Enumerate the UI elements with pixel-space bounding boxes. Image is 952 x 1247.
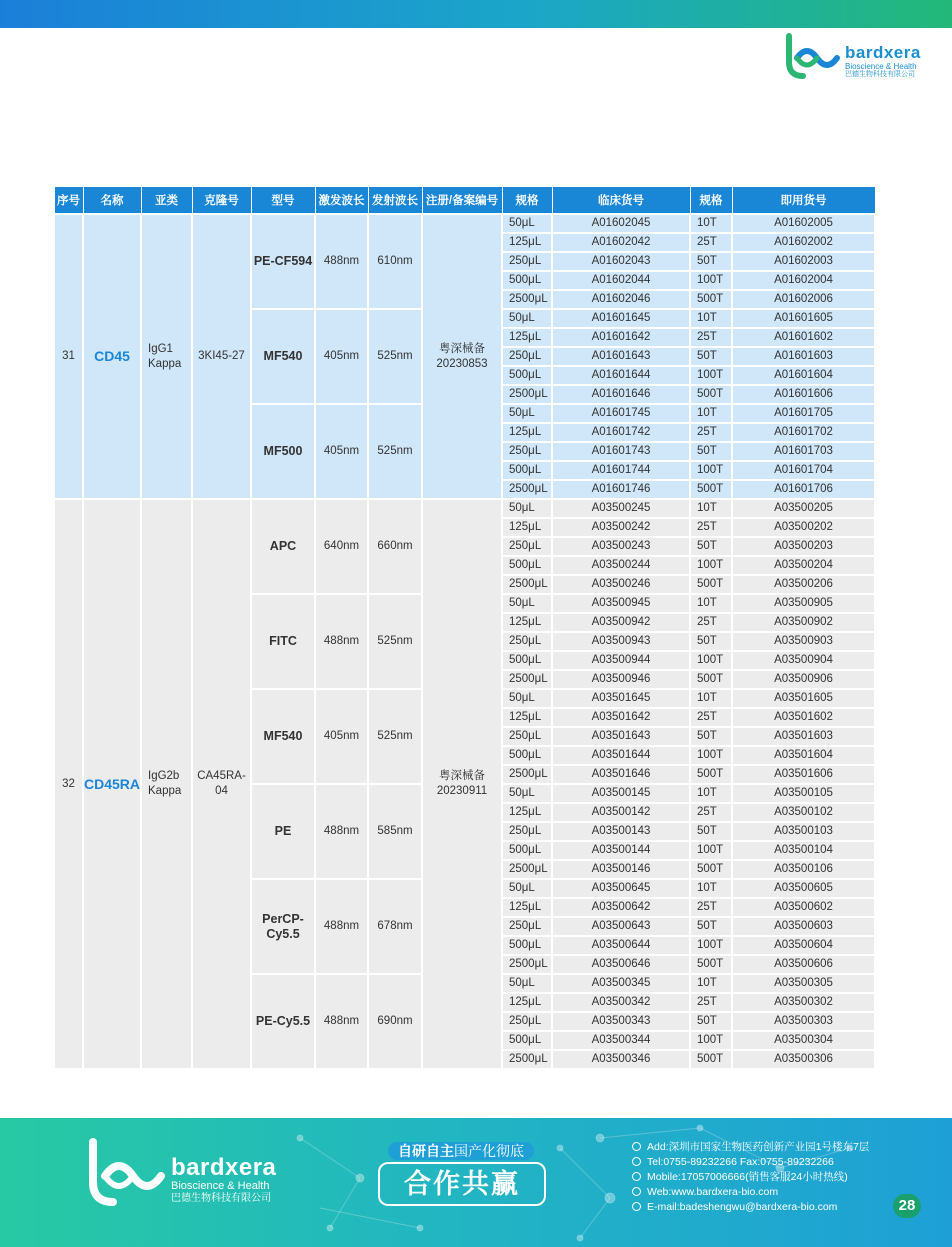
ready-catalog-no: A01601704	[732, 461, 875, 480]
contact-row	[632, 1170, 869, 1185]
ready-catalog-no: A03500903	[732, 632, 875, 651]
ready-catalog-no: A03500306	[732, 1050, 875, 1069]
clinical-spec: 125μL	[502, 233, 552, 252]
clinical-spec: 250μL	[502, 1012, 552, 1031]
ready-spec: 25T	[690, 518, 732, 537]
clinical-spec: 125μL	[502, 993, 552, 1012]
brand-tagline: Bioscience & Health	[845, 62, 917, 71]
clinical-spec: 50μL	[502, 689, 552, 708]
ready-spec: 50T	[690, 537, 732, 556]
slogan-rest: 国产化彻底	[454, 1143, 524, 1159]
ready-spec: 500T	[690, 575, 732, 594]
ready-catalog-no: A03500906	[732, 670, 875, 689]
emission-wavelength: 525nm	[368, 594, 422, 689]
ready-catalog-no: A03500206	[732, 575, 875, 594]
clinical-spec: 50μL	[502, 499, 552, 518]
ready-catalog-no: A01601602	[732, 328, 875, 347]
footer-brand-company: 巴德生物科技有限公司	[171, 1193, 271, 1204]
table-header-row	[54, 187, 875, 215]
product-no: 31	[54, 214, 83, 499]
ready-spec: 100T	[690, 1031, 732, 1050]
ready-spec: 100T	[690, 271, 732, 290]
clinical-spec: 250μL	[502, 727, 552, 746]
brand-logo	[783, 32, 943, 82]
clinical-spec: 2500μL	[502, 860, 552, 879]
registration-number: 粤深械备 20230853	[422, 214, 502, 499]
ready-spec: 50T	[690, 727, 732, 746]
emission-wavelength: 660nm	[368, 499, 422, 594]
ready-catalog-no: A03500204	[732, 556, 875, 575]
ready-spec: 25T	[690, 233, 732, 252]
clinical-spec: 125μL	[502, 423, 552, 442]
clinical-spec: 500μL	[502, 936, 552, 955]
format-model: PE-Cy5.5	[251, 974, 315, 1069]
ready-spec: 100T	[690, 461, 732, 480]
clinical-spec: 125μL	[502, 518, 552, 537]
clinical-catalog-no: A03501642	[552, 708, 690, 727]
clinical-spec: 250μL	[502, 347, 552, 366]
clinical-catalog-no: A01601646	[552, 385, 690, 404]
clinical-catalog-no: A01601743	[552, 442, 690, 461]
column-header: 序号	[54, 187, 83, 215]
table-row	[54, 499, 875, 518]
contact-row	[632, 1155, 869, 1170]
footer-logo-icon	[85, 1138, 169, 1208]
ready-catalog-no: A01601706	[732, 480, 875, 499]
ready-catalog-no: A03500902	[732, 613, 875, 632]
clinical-spec: 125μL	[502, 613, 552, 632]
ready-spec: 500T	[690, 955, 732, 974]
clinical-catalog-no: A03500145	[552, 784, 690, 803]
clinical-catalog-no: A03500642	[552, 898, 690, 917]
contact-text: Tel:0755-89232266 Fax:0755-89232266	[647, 1156, 834, 1168]
ready-spec: 10T	[690, 974, 732, 993]
column-header: 临床货号	[552, 187, 690, 215]
clinical-spec: 2500μL	[502, 955, 552, 974]
product-name: CD45RA	[83, 499, 141, 1069]
clinical-spec: 250μL	[502, 632, 552, 651]
product-subclass: IgG1 Kappa	[141, 214, 192, 499]
column-header: 规格	[690, 187, 732, 215]
clinical-catalog-no: A03501645	[552, 689, 690, 708]
ready-spec: 10T	[690, 689, 732, 708]
ready-catalog-no: A03500105	[732, 784, 875, 803]
clinical-catalog-no: A03500146	[552, 860, 690, 879]
format-model: MF500	[251, 404, 315, 499]
clinical-catalog-no: A03500945	[552, 594, 690, 613]
ready-catalog-no: A03500305	[732, 974, 875, 993]
clinical-catalog-no: A03500244	[552, 556, 690, 575]
clinical-spec: 250μL	[502, 252, 552, 271]
ready-spec: 50T	[690, 442, 732, 461]
format-model: FITC	[251, 594, 315, 689]
footer	[0, 1118, 952, 1247]
brand-company: 巴德生物科技有限公司	[845, 71, 915, 78]
ready-spec: 500T	[690, 385, 732, 404]
ready-spec: 10T	[690, 594, 732, 613]
ready-spec: 500T	[690, 290, 732, 309]
clinical-spec: 500μL	[502, 1031, 552, 1050]
contact-list	[632, 1140, 869, 1215]
clinical-catalog-no: A01601745	[552, 404, 690, 423]
ready-catalog-no: A03500905	[732, 594, 875, 613]
ready-catalog-no: A03500302	[732, 993, 875, 1012]
ready-spec: 100T	[690, 556, 732, 575]
ready-spec: 25T	[690, 803, 732, 822]
clinical-catalog-no: A01601746	[552, 480, 690, 499]
product-name: CD45	[83, 214, 141, 499]
ready-catalog-no: A03500606	[732, 955, 875, 974]
clinical-catalog-no: A03500245	[552, 499, 690, 518]
format-model: MF540	[251, 689, 315, 784]
product-no: 32	[54, 499, 83, 1069]
ready-catalog-no: A01602004	[732, 271, 875, 290]
ready-catalog-no: A03500102	[732, 803, 875, 822]
clinical-catalog-no: A03500143	[552, 822, 690, 841]
ready-spec: 25T	[690, 898, 732, 917]
format-model: PE	[251, 784, 315, 879]
product-clone: 3KI45-27	[192, 214, 251, 499]
format-model: PE-CF594	[251, 214, 315, 309]
contact-row	[632, 1185, 869, 1200]
ready-catalog-no: A03500904	[732, 651, 875, 670]
clinical-spec: 2500μL	[502, 1050, 552, 1069]
clinical-catalog-no: A03500342	[552, 993, 690, 1012]
ready-spec: 100T	[690, 746, 732, 765]
excitation-wavelength: 405nm	[315, 309, 368, 404]
location-icon	[632, 1142, 641, 1151]
emission-wavelength: 525nm	[368, 689, 422, 784]
clinical-spec: 250μL	[502, 917, 552, 936]
ready-spec: 100T	[690, 651, 732, 670]
column-header: 规格	[502, 187, 552, 215]
product-table	[53, 186, 876, 1070]
ready-catalog-no: A03500304	[732, 1031, 875, 1050]
ready-spec: 10T	[690, 214, 732, 233]
clinical-spec: 250μL	[502, 822, 552, 841]
product-subclass: IgG2b Kappa	[141, 499, 192, 1069]
clinical-catalog-no: A03500142	[552, 803, 690, 822]
contact-row	[632, 1200, 869, 1215]
ready-catalog-no: A03500604	[732, 936, 875, 955]
clinical-catalog-no: A01602045	[552, 214, 690, 233]
product-group	[54, 499, 875, 1069]
ready-catalog-no: A03501605	[732, 689, 875, 708]
clinical-spec: 125μL	[502, 898, 552, 917]
clinical-spec: 500μL	[502, 841, 552, 860]
clinical-catalog-no: A03501643	[552, 727, 690, 746]
ready-spec: 10T	[690, 879, 732, 898]
ready-spec: 25T	[690, 613, 732, 632]
slogan-line1	[378, 1140, 544, 1162]
ready-catalog-no: A03500605	[732, 879, 875, 898]
ready-spec: 50T	[690, 252, 732, 271]
clinical-catalog-no: A01601642	[552, 328, 690, 347]
ready-spec: 50T	[690, 1012, 732, 1031]
ready-spec: 500T	[690, 670, 732, 689]
clinical-catalog-no: A03501644	[552, 746, 690, 765]
web-icon	[632, 1187, 641, 1196]
ready-catalog-no: A03500603	[732, 917, 875, 936]
column-header: 克隆号	[192, 187, 251, 215]
column-header: 亚类	[141, 187, 192, 215]
clinical-spec: 500μL	[502, 366, 552, 385]
ready-spec: 500T	[690, 1050, 732, 1069]
ready-catalog-no: A01602006	[732, 290, 875, 309]
emission-wavelength: 610nm	[368, 214, 422, 309]
contact-text: E-mail:badeshengwu@bardxera-bio.com	[647, 1201, 838, 1213]
column-header: 注册/备案编号	[422, 187, 502, 215]
clinical-spec: 500μL	[502, 556, 552, 575]
clinical-spec: 125μL	[502, 328, 552, 347]
footer-brand-name: bardxera	[171, 1154, 277, 1181]
clinical-spec: 50μL	[502, 214, 552, 233]
clinical-spec: 2500μL	[502, 575, 552, 594]
clinical-catalog-no: A01601742	[552, 423, 690, 442]
column-header: 发射波长	[368, 187, 422, 215]
clinical-spec: 2500μL	[502, 670, 552, 689]
ready-catalog-no: A03500205	[732, 499, 875, 518]
format-model: PerCP-Cy5.5	[251, 879, 315, 974]
emission-wavelength: 690nm	[368, 974, 422, 1069]
ready-spec: 10T	[690, 404, 732, 423]
product-clone: CA45RA-04	[192, 499, 251, 1069]
clinical-spec: 2500μL	[502, 765, 552, 784]
clinical-catalog-no: A03500346	[552, 1050, 690, 1069]
contact-text: Mobile:17057006666(销售客服24小时热线)	[647, 1171, 848, 1183]
page-number: 28	[893, 1194, 921, 1218]
column-header: 名称	[83, 187, 141, 215]
clinical-spec: 500μL	[502, 651, 552, 670]
clinical-catalog-no: A01602043	[552, 252, 690, 271]
clinical-catalog-no: A03500946	[552, 670, 690, 689]
ready-spec: 10T	[690, 309, 732, 328]
clinical-catalog-no: A01601643	[552, 347, 690, 366]
clinical-catalog-no: A01602042	[552, 233, 690, 252]
ready-catalog-no: A01601603	[732, 347, 875, 366]
ready-catalog-no: A03500602	[732, 898, 875, 917]
clinical-catalog-no: A01601644	[552, 366, 690, 385]
ready-catalog-no: A03500203	[732, 537, 875, 556]
excitation-wavelength: 488nm	[315, 594, 368, 689]
clinical-catalog-no: A03500144	[552, 841, 690, 860]
mobile-icon	[632, 1172, 641, 1181]
excitation-wavelength: 488nm	[315, 214, 368, 309]
ready-spec: 25T	[690, 423, 732, 442]
clinical-catalog-no: A03500942	[552, 613, 690, 632]
email-icon	[632, 1202, 641, 1211]
ready-catalog-no: A01601703	[732, 442, 875, 461]
ready-catalog-no: A03500104	[732, 841, 875, 860]
clinical-spec: 50μL	[502, 309, 552, 328]
clinical-catalog-no: A03500344	[552, 1031, 690, 1050]
clinical-catalog-no: A01601645	[552, 309, 690, 328]
clinical-catalog-no: A03500943	[552, 632, 690, 651]
emission-wavelength: 678nm	[368, 879, 422, 974]
format-model: MF540	[251, 309, 315, 404]
slogan-highlight: 自研自主	[398, 1143, 454, 1159]
clinical-spec: 50μL	[502, 594, 552, 613]
product-group	[54, 214, 875, 499]
contact-text: Add:深圳市国家生物医药创新产业园1号楼东7层	[647, 1141, 870, 1153]
ready-catalog-no: A01602005	[732, 214, 875, 233]
ready-catalog-no: A03501603	[732, 727, 875, 746]
ready-spec: 50T	[690, 917, 732, 936]
clinical-spec: 250μL	[502, 537, 552, 556]
clinical-catalog-no: A01602046	[552, 290, 690, 309]
excitation-wavelength: 405nm	[315, 689, 368, 784]
excitation-wavelength: 488nm	[315, 974, 368, 1069]
emission-wavelength: 525nm	[368, 404, 422, 499]
ready-catalog-no: A03500303	[732, 1012, 875, 1031]
contact-text: Web:www.bardxera-bio.com	[647, 1186, 779, 1198]
column-header: 即用货号	[732, 187, 875, 215]
ready-spec: 100T	[690, 366, 732, 385]
ready-spec: 50T	[690, 822, 732, 841]
column-header: 型号	[251, 187, 315, 215]
brand-logo-icon	[783, 32, 841, 80]
clinical-spec: 250μL	[502, 442, 552, 461]
ready-catalog-no: A01601604	[732, 366, 875, 385]
clinical-spec: 2500μL	[502, 480, 552, 499]
clinical-catalog-no: A03500645	[552, 879, 690, 898]
ready-catalog-no: A03500106	[732, 860, 875, 879]
clinical-spec: 125μL	[502, 708, 552, 727]
ready-catalog-no: A03501606	[732, 765, 875, 784]
ready-spec: 100T	[690, 936, 732, 955]
clinical-catalog-no: A03500646	[552, 955, 690, 974]
ready-catalog-no: A03501602	[732, 708, 875, 727]
ready-catalog-no: A01601605	[732, 309, 875, 328]
clinical-catalog-no: A03500246	[552, 575, 690, 594]
ready-spec: 10T	[690, 499, 732, 518]
clinical-catalog-no: A01601744	[552, 461, 690, 480]
ready-spec: 25T	[690, 328, 732, 347]
excitation-wavelength: 488nm	[315, 879, 368, 974]
ready-spec: 500T	[690, 860, 732, 879]
registration-number: 粤深械备 20230911	[422, 499, 502, 1069]
slogan-line2: 合作共赢	[378, 1162, 546, 1206]
clinical-catalog-no: A03500643	[552, 917, 690, 936]
emission-wavelength: 585nm	[368, 784, 422, 879]
footer-brand-tagline: Bioscience & Health	[171, 1180, 270, 1192]
footer-logo	[85, 1138, 285, 1208]
ready-spec: 50T	[690, 632, 732, 651]
ready-spec: 25T	[690, 993, 732, 1012]
emission-wavelength: 525nm	[368, 309, 422, 404]
clinical-catalog-no: A03500644	[552, 936, 690, 955]
clinical-spec: 500μL	[502, 746, 552, 765]
clinical-spec: 500μL	[502, 271, 552, 290]
ready-spec: 100T	[690, 841, 732, 860]
format-model: APC	[251, 499, 315, 594]
ready-catalog-no: A01601702	[732, 423, 875, 442]
contact-row	[632, 1140, 869, 1155]
clinical-spec: 500μL	[502, 461, 552, 480]
clinical-spec: 2500μL	[502, 385, 552, 404]
top-banner	[0, 0, 952, 28]
table-row	[54, 214, 875, 233]
clinical-spec: 50μL	[502, 404, 552, 423]
clinical-catalog-no: A01602044	[552, 271, 690, 290]
ready-catalog-no: A03500202	[732, 518, 875, 537]
clinical-catalog-no: A03500243	[552, 537, 690, 556]
brand-name: bardxera	[845, 43, 921, 62]
excitation-wavelength: 488nm	[315, 784, 368, 879]
ready-catalog-no: A03500103	[732, 822, 875, 841]
ready-spec: 50T	[690, 347, 732, 366]
clinical-spec: 50μL	[502, 879, 552, 898]
slogan	[378, 1140, 544, 1204]
phone-icon	[632, 1157, 641, 1166]
clinical-catalog-no: A03501646	[552, 765, 690, 784]
clinical-spec: 50μL	[502, 784, 552, 803]
clinical-catalog-no: A03500345	[552, 974, 690, 993]
ready-catalog-no: A01601705	[732, 404, 875, 423]
clinical-spec: 125μL	[502, 803, 552, 822]
clinical-catalog-no: A03500242	[552, 518, 690, 537]
clinical-spec: 2500μL	[502, 290, 552, 309]
ready-catalog-no: A01602003	[732, 252, 875, 271]
ready-catalog-no: A03501604	[732, 746, 875, 765]
clinical-spec: 50μL	[502, 974, 552, 993]
excitation-wavelength: 640nm	[315, 499, 368, 594]
ready-catalog-no: A01601606	[732, 385, 875, 404]
ready-spec: 500T	[690, 480, 732, 499]
ready-spec: 500T	[690, 765, 732, 784]
excitation-wavelength: 405nm	[315, 404, 368, 499]
ready-spec: 25T	[690, 708, 732, 727]
clinical-catalog-no: A03500343	[552, 1012, 690, 1031]
clinical-catalog-no: A03500944	[552, 651, 690, 670]
column-header: 激发波长	[315, 187, 368, 215]
ready-spec: 10T	[690, 784, 732, 803]
ready-catalog-no: A01602002	[732, 233, 875, 252]
